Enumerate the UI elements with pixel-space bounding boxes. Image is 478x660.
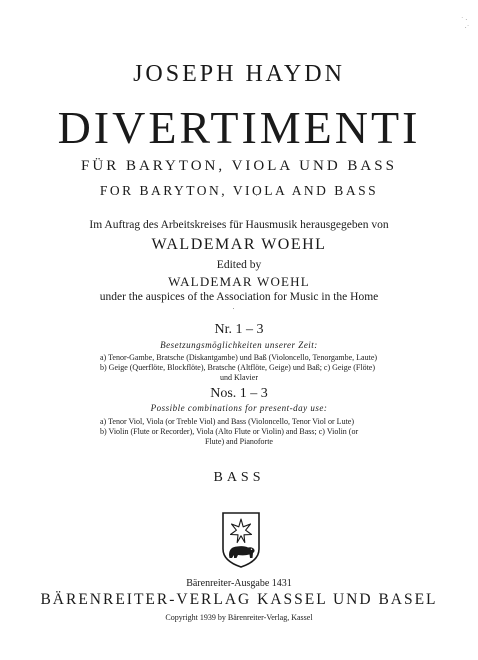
publisher-name: BÄRENREITER-VERLAG KASSEL UND BASEL — [40, 591, 438, 608]
scoring-option-german: b) Geige (Querflöte, Blockflöte), Bratsche (Altflöte, Geige) und Baß; c) Geige (Flöte) — [100, 363, 376, 372]
scoring-option-german: a) Tenor-Gambe, Bratsche (Diskantgambe) und Baß (Violoncello, Tenorgambe, Laute) — [100, 353, 378, 362]
scoring-option-english: Flute) and Pianoforte — [205, 437, 273, 446]
edited-by-label: Edited by — [216, 259, 262, 271]
scoring-heading-german: Besetzungsmöglichkeiten unserer Zeit: — [160, 340, 318, 350]
editor-name-english: WALDEMAR WOEHL — [168, 274, 310, 289]
auspices-english: under the auspices of the Association for Music in the Home — [99, 291, 379, 303]
scoring-option-german: und Klavier — [220, 373, 258, 382]
instrumentation-german: FÜR BARYTON, VIOLA UND BASS — [81, 158, 397, 174]
edition-number: Bärenreiter-Ausgabe 1431 — [186, 578, 292, 589]
baerenreiter-bear-star-icon — [220, 511, 262, 569]
instrumentation-english: FOR BARYTON, VIOLA AND BASS — [99, 183, 379, 198]
copyright-notice: Copyright 1939 by Bärenreiter-Verlag, Kassel — [165, 613, 313, 622]
scan-speck — [233, 308, 234, 309]
commission-german: Im Auftrag des Arbeitskreises für Hausmusik herausgegeben von — [89, 219, 389, 231]
composer-name: JOSEPH HAYDN — [133, 61, 345, 87]
scoring-option-english: a) Tenor Viol, Viola (or Treble Viol) and Bass (Violoncello, Tenor Viol or Lute) — [100, 417, 354, 426]
scoring-option-english: b) Violin (Flute or Recorder), Viola (Alto Flute or Violin) and Bass; c) Violin (or — [100, 427, 359, 436]
numbers-english: Nos. 1 – 3 — [210, 386, 268, 401]
part-name: BASS — [213, 470, 265, 485]
numbers-german: Nr. 1 – 3 — [214, 322, 264, 337]
page-title: DIVERTIMENTI — [57, 102, 421, 153]
scoring-heading-english: Possible combinations for present-day use: — [150, 403, 328, 413]
corner-scan-mark: ˙ · ·˙ — [461, 16, 470, 32]
editor-name: WALDEMAR WOEHL — [151, 236, 327, 253]
